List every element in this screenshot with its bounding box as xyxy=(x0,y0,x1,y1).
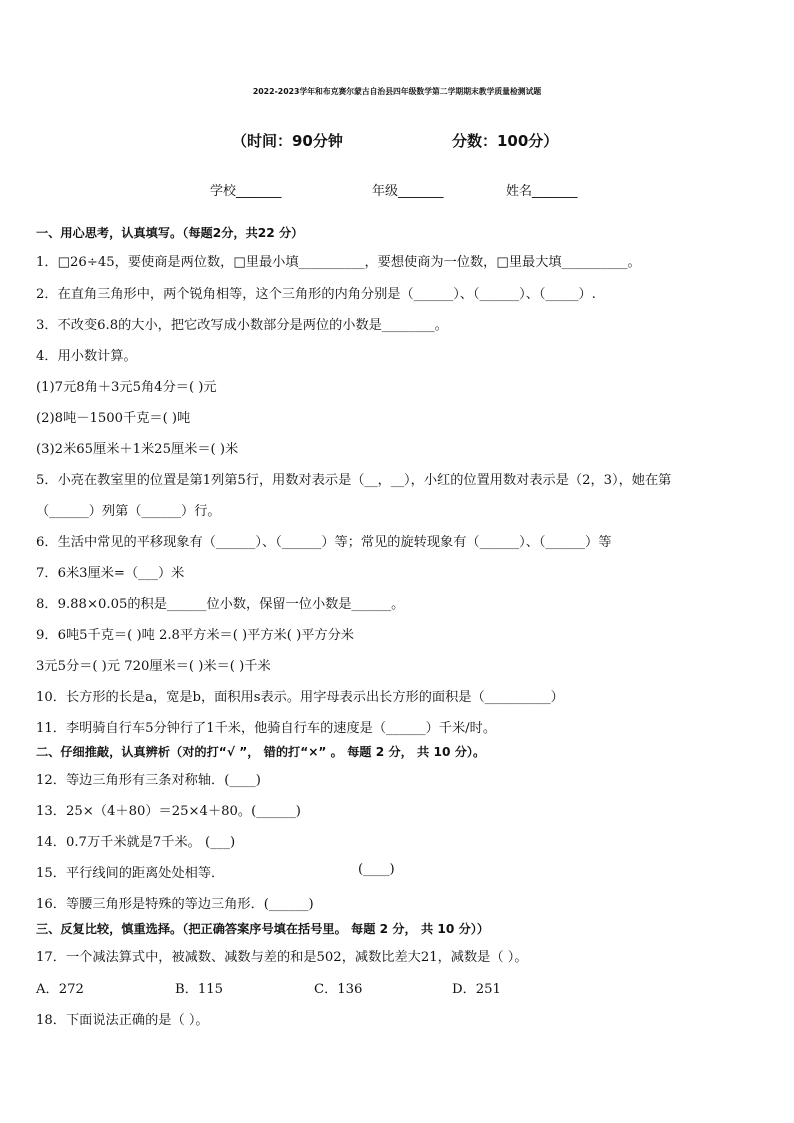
question-18: 18．下面说法正确的是（ ）。 xyxy=(36,1013,209,1028)
question-12: 12．等边三角形有三条对称轴．(____) xyxy=(36,773,261,788)
page-title: 2022-2023学年和布克赛尔蒙古自治县四年级数学第二学期期末教学质量检测试题 xyxy=(252,87,542,96)
section-2-heading: 二、仔细推敲，认真辨析（对的打“√ ”， 错的打“×” 。 每题 2 分， 共 10 分）。 xyxy=(36,745,486,759)
question-5-line-2: （______）列第（______）行。 xyxy=(36,504,221,519)
question-17: 17．一个减法算式中，被减数、减数与差的和是502，减数比差大21，减数是（ ）。 xyxy=(36,950,528,965)
school-field: 学校_______ xyxy=(210,184,282,199)
question-11: 11．李明骑自行车5分钟行了1千米，他骑自行车的速度是（______）千米/时。 xyxy=(36,721,497,736)
question-4-part-2: (2)8吨－1500千克＝( )吨 xyxy=(36,411,191,426)
question-4-part-3: (3)2米65厘米＋1米25厘米＝( )米 xyxy=(36,442,239,457)
option-d: D．251 xyxy=(452,982,501,997)
name-field: 姓名_______ xyxy=(506,184,578,199)
option-b: B．115 xyxy=(175,982,224,997)
question-6: 6．生活中常见的平移现象有（______）、（______）等；常见的旋转现象有（______）、（______）等 xyxy=(36,535,612,550)
exam-score: 分数：100分） xyxy=(452,132,559,150)
question-9-line-1: 9．6吨5千克＝( )吨 2.8平方米＝( )平方米( )平方分米 xyxy=(36,628,354,643)
section-3-heading: 三、反复比较，慎重选择。（把正确答案序号填在括号里。 每题 2 分， 共 10 分）） xyxy=(36,922,490,936)
question-15-answer: (____) xyxy=(358,862,395,877)
question-4-part-1: (1)7元8角＋3元5角4分＝( )元 xyxy=(36,380,217,395)
grade-field: 年级_______ xyxy=(372,184,444,199)
question-5-line-1: 5．小亮在教室里的位置是第1列第5行，用数对表示是（__，__），小红的位置用数对表示是（2，3），她在第 xyxy=(36,473,672,488)
option-a: A．272 xyxy=(36,982,84,997)
question-4: 4．用小数计算。 xyxy=(36,349,137,364)
question-2: 2．在直角三角形中，两个锐角相等，这个三角形的内角分别是（______）、（______）、（_____）. xyxy=(36,287,596,302)
exam-time: （时间：90分钟 xyxy=(232,132,343,150)
question-16: 16．等腰三角形是特殊的等边三角形．(______) xyxy=(36,897,314,912)
option-c: C．136 xyxy=(314,982,363,997)
question-15: 15．平行线间的距离处处相等． xyxy=(36,866,225,881)
question-13: 13．25×（4＋80）＝25×4＋80。(______) xyxy=(36,804,301,819)
question-7: 7．6米3厘米=（___）米 xyxy=(36,566,185,581)
question-14: 14．0.7万千米就是7千米。 (___) xyxy=(36,835,236,850)
section-1-heading: 一、用心思考，认真填写。（每题2分，共22 分） xyxy=(36,226,304,240)
question-9-line-2: 3元5分＝( )元 720厘米＝( )米＝( )千米 xyxy=(36,659,271,674)
question-8: 8．9.88×0.05的积是______位小数，保留一位小数是______。 xyxy=(36,597,405,612)
question-1: 1．□26÷45，要使商是两位数，□里最小填__________，要想使商为一位数，□里最大填__________。 xyxy=(36,255,641,270)
question-3: 3．不改变6.8的大小，把它改写成小数部分是两位的小数是________。 xyxy=(36,318,448,333)
question-10: 10．长方形的长是a，宽是b，面积用s表示。用字母表示出长方形的面积是（__________） xyxy=(36,690,564,705)
